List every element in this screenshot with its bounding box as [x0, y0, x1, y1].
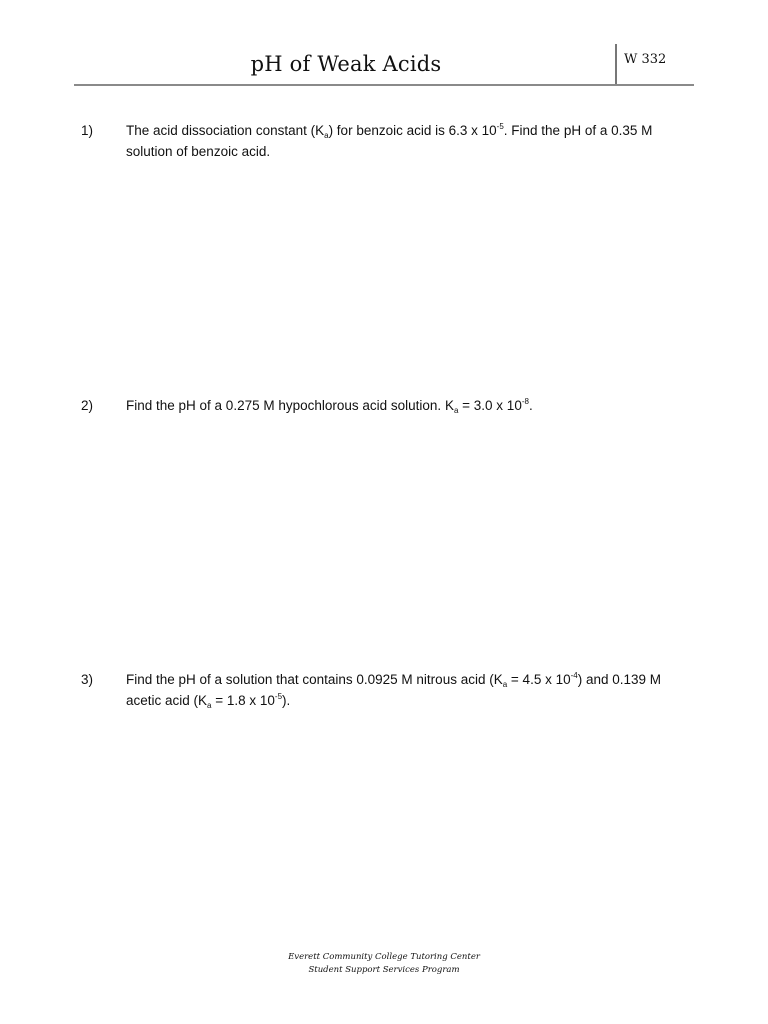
subscript: a	[502, 680, 508, 689]
question-text-part: solution of benzoic acid.	[126, 144, 271, 159]
question-text-part: ).	[282, 693, 291, 708]
header-rule	[74, 84, 694, 86]
question-text	[126, 670, 696, 712]
question-number: 3)	[81, 672, 94, 687]
question-text	[126, 396, 696, 417]
subscript: a	[453, 406, 459, 415]
footer-line-2: Student Support Services Program	[308, 965, 460, 975]
question-number: 2)	[81, 398, 94, 413]
question-text-part: ) for benzoic acid is 6.3 x 10	[328, 123, 497, 138]
document-code: W 332	[624, 52, 667, 67]
question-text-part: = 1.8 x 10	[211, 693, 275, 708]
question-text-part: .	[528, 398, 533, 413]
question-text-part: = 3.0 x 10	[458, 398, 522, 413]
exponent: -8	[521, 397, 529, 406]
question-text-part: Find the pH of a 0.275 M hypochlorous acid solution. K	[126, 398, 454, 413]
question-text-part: . Find the pH of a 0.35 M	[503, 123, 653, 138]
subscript: a	[207, 701, 212, 710]
header-code-divider	[615, 44, 617, 85]
exponent: -5	[496, 122, 504, 131]
page-title: pH of Weak Acids	[250, 52, 442, 76]
question-text-part: acetic acid (K	[126, 693, 208, 708]
page-footer	[0, 951, 768, 977]
question-number: 1)	[81, 123, 94, 138]
question-text-part: = 4.5 x 10	[507, 672, 571, 687]
question-text-part: ) and 0.139 M	[577, 672, 662, 687]
subscript: a	[324, 131, 329, 140]
question-text-part: The acid dissociation constant (K	[126, 123, 325, 138]
question-text-part: Find the pH of a solution that contains 0.0925 M nitrous acid (K	[126, 672, 503, 687]
exponent: -4	[570, 671, 578, 680]
question-text	[126, 121, 696, 161]
footer-line-1: Everett Community College Tutoring Center	[288, 952, 480, 962]
exponent: -5	[274, 692, 283, 701]
